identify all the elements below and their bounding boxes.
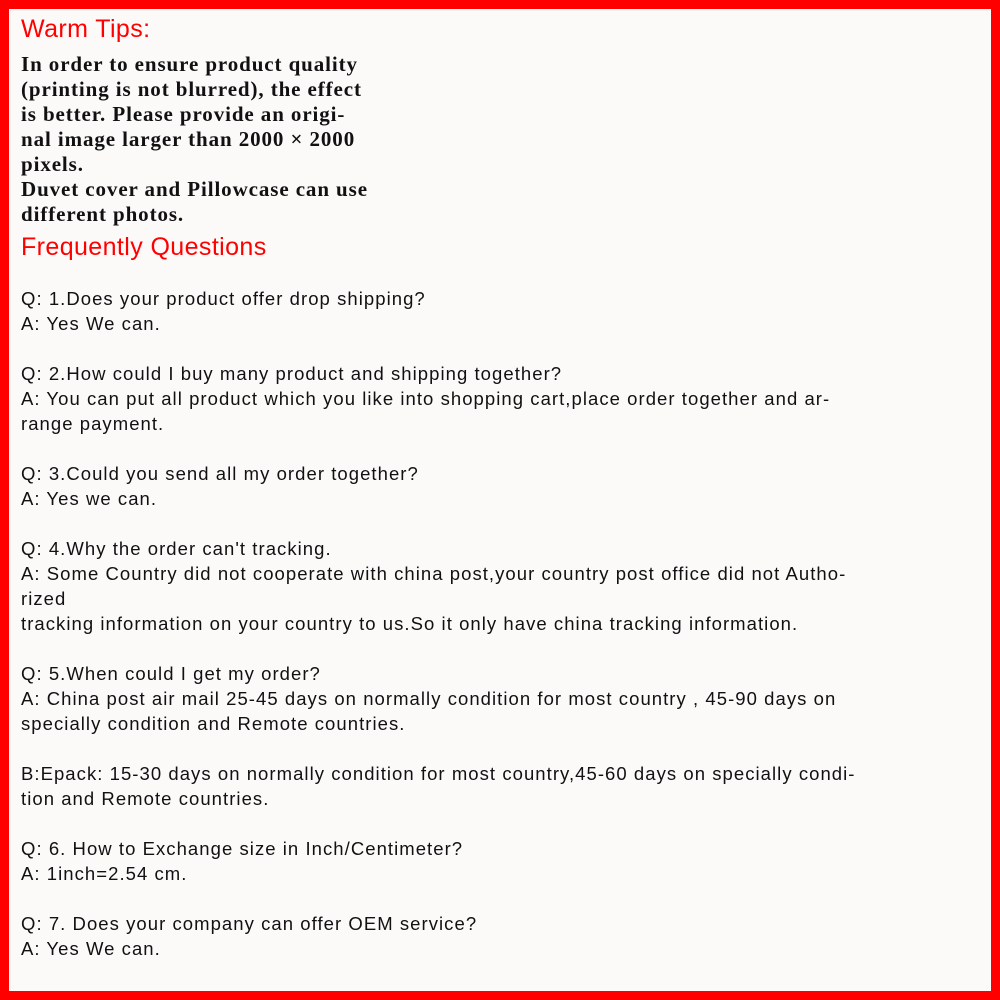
warm-tips-line: different photos.: [21, 202, 185, 226]
warm-tips-line: (printing is not blurred), the effect: [21, 77, 362, 101]
faq-answer: tracking information on your country to us.So it only have china tracking information.: [21, 613, 799, 634]
faq-answer: A: 1inch=2.54 cm.: [21, 863, 188, 884]
warm-tips-line: nal image larger than 2000 × 2000: [21, 127, 356, 151]
faq-answer: specially condition and Remote countries.: [21, 713, 406, 734]
warm-tips-line: is better. Please provide an origi-: [21, 102, 346, 126]
faq-answer: A: Yes we can.: [21, 488, 158, 509]
faq-heading: Frequently Questions: [21, 233, 267, 261]
faq-answer: range payment.: [21, 413, 165, 434]
faq-answer: B:Epack: 15-30 days on normally condition for most country,45-60 days on specially condi-: [21, 763, 856, 784]
warm-tips-line: In order to ensure product quality: [21, 52, 358, 76]
warm-tips-heading: Warm Tips:: [21, 15, 151, 43]
faq-answer: rized: [21, 588, 67, 609]
faq-answer: A: Yes We can.: [21, 313, 161, 334]
faq-question: Q: 5.When could I get my order?: [21, 663, 321, 684]
warm-tips-line: Duvet cover and Pillowcase can use: [21, 177, 368, 201]
faq-answer: A: Yes We can.: [21, 938, 161, 959]
faq-question: Q: 3.Could you send all my order together?: [21, 463, 419, 484]
faq-question: Q: 7. Does your company can offer OEM service?: [21, 913, 478, 934]
faq-question: Q: 6. How to Exchange size in Inch/Centimeter?: [21, 838, 464, 859]
faq-question: Q: 4.Why the order can't tracking.: [21, 538, 332, 559]
faq-answer: A: You can put all product which you like into shopping cart,place order together and ar-: [21, 388, 831, 409]
faq-question: Q: 2.How could I buy many product and shipping together?: [21, 363, 563, 384]
warm-tips-line: pixels.: [21, 152, 84, 176]
faq-question: Q: 1.Does your product offer drop shipping?: [21, 288, 426, 309]
faq-answer: tion and Remote countries.: [21, 788, 270, 809]
faq-answer: A: Some Country did not cooperate with china post,your country post office did not Autho-: [21, 563, 847, 584]
faq-answer: A: China post air mail 25-45 days on normally condition for most country , 45-90 days on: [21, 688, 837, 709]
